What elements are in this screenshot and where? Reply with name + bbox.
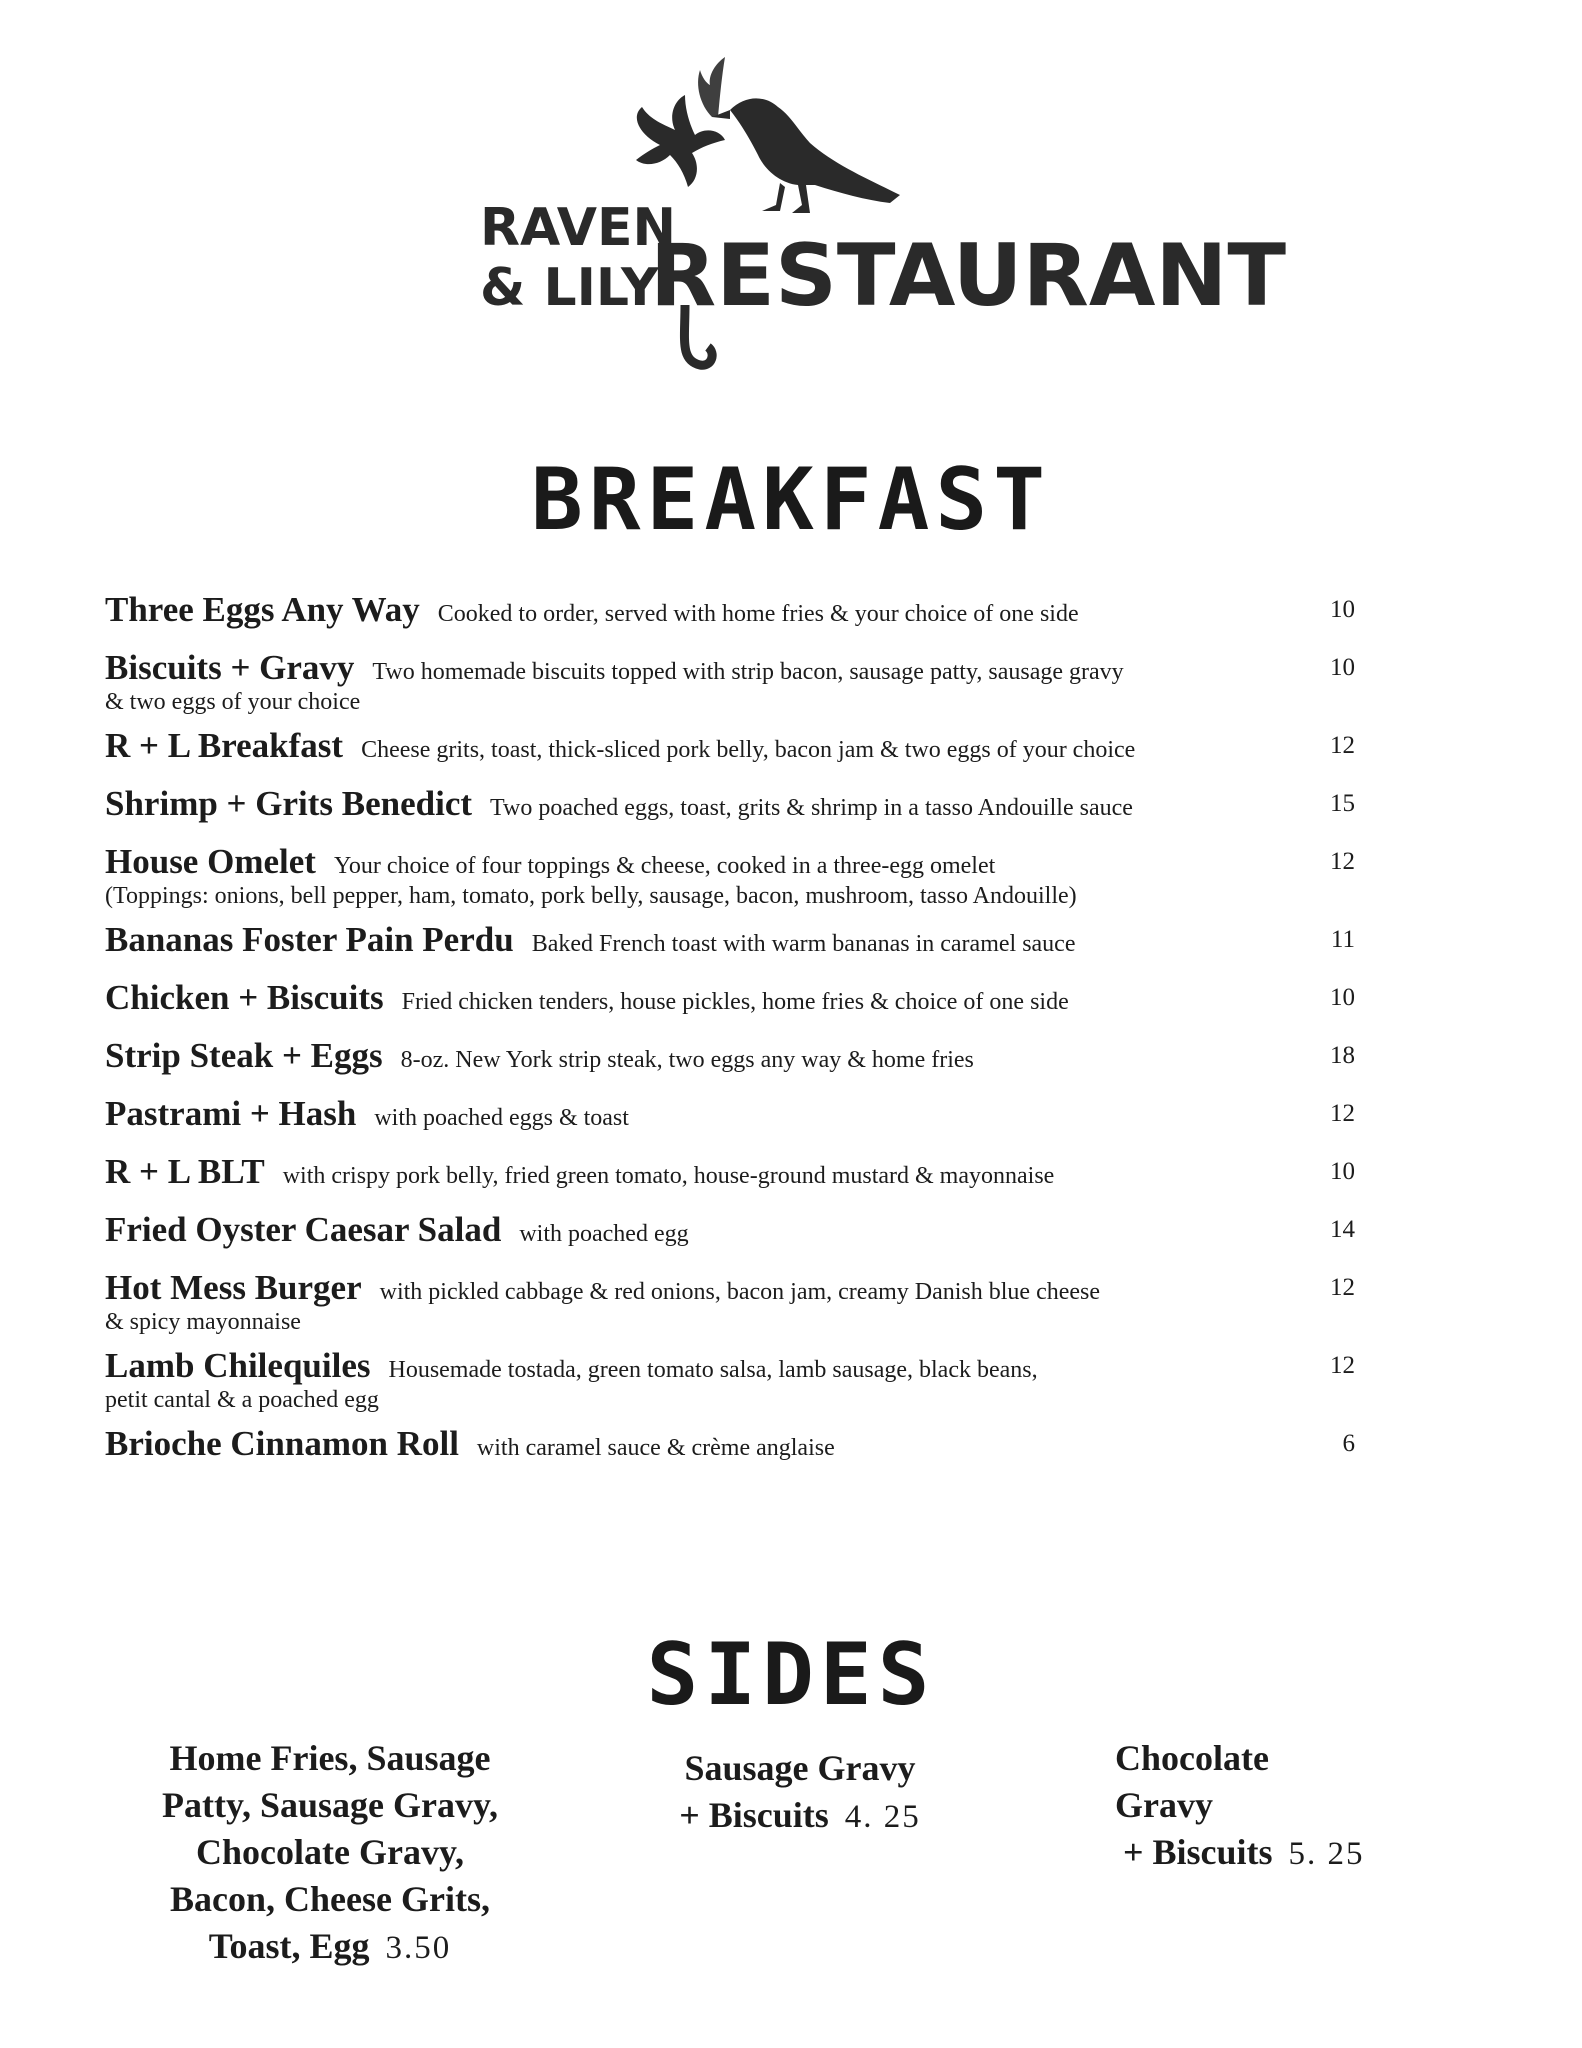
menu-item-name: Biscuits + Gravy xyxy=(105,648,355,687)
menu-item xyxy=(105,837,1355,911)
menu-item-price: 12 xyxy=(1330,848,1355,875)
menu-item-line xyxy=(105,973,1355,1027)
menu-item-price: 15 xyxy=(1330,790,1355,817)
menu-item-line xyxy=(105,1031,1355,1085)
menu-item-name: Bananas Foster Pain Perdu xyxy=(105,920,514,959)
menu-item-line xyxy=(105,1205,1355,1259)
sides-line: Bacon, Cheese Grits, xyxy=(170,1879,490,1919)
menu-item-description: Fried chicken tenders, house pickles, home fries & choice of one side xyxy=(401,989,1069,1015)
restaurant-logo xyxy=(480,55,1287,380)
menu-item-name: Chicken + Biscuits xyxy=(105,978,384,1017)
menu-item-name: R + L Breakfast xyxy=(105,726,344,765)
sides-price: 5. 25 xyxy=(1288,1836,1365,1872)
menu-item-line xyxy=(105,915,1355,969)
menu-item-description-continued: & spicy mayonnaise xyxy=(105,1309,301,1335)
menu-item-description: Cheese grits, toast, thick-sliced pork belly, bacon jam & two eggs of your choice xyxy=(361,737,1136,763)
menu-item-name: House Omelet xyxy=(105,842,316,881)
menu-item-line xyxy=(105,779,1355,833)
menu-item-description-continued: (Toppings: onions, bell pepper, ham, tomato, pork belly, sausage, bacon, mushroom, tasso Andouille) xyxy=(105,883,1077,909)
chocolate-gravy-biscuits xyxy=(1115,1735,1445,1878)
menu-item-price: 12 xyxy=(1330,1274,1355,1301)
menu-item-line xyxy=(105,1089,1355,1143)
breakfast-title: BREAKFAST xyxy=(531,450,1051,550)
menu-item-description: with crispy pork belly, fried green tomato, house-ground mustard & mayonnaise xyxy=(282,1163,1055,1189)
menu-item xyxy=(105,915,1355,969)
menu-item-line xyxy=(105,1419,1355,1473)
raven-icon xyxy=(712,98,900,213)
sides-price: 3.50 xyxy=(385,1930,452,1966)
menu-item-description: with pickled cabbage & red onions, bacon jam, creamy Danish blue cheese xyxy=(379,1279,1101,1305)
menu-item-description: with poached egg xyxy=(519,1221,689,1247)
menu-item-price: 10 xyxy=(1330,654,1355,681)
menu-item xyxy=(105,1341,1355,1415)
menu-item xyxy=(105,1147,1355,1201)
menu-item-line xyxy=(105,585,1355,639)
sausage-gravy-biscuits xyxy=(630,1745,970,1841)
sides-line-last xyxy=(120,1923,540,1972)
sides-line: Home Fries, Sausage xyxy=(169,1738,491,1778)
menu-item xyxy=(105,1205,1355,1259)
sides-line: Patty, Sausage Gravy, xyxy=(161,1785,498,1825)
menu-item-price: 18 xyxy=(1330,1042,1355,1069)
breakfast-menu xyxy=(105,585,1355,1477)
menu-item xyxy=(105,1031,1355,1085)
menu-item-name: R + L BLT xyxy=(105,1152,265,1191)
menu-item-name: Strip Steak + Eggs xyxy=(105,1036,383,1075)
menu-item-price: 11 xyxy=(1330,926,1355,953)
menu-item-description: with poached eggs & toast xyxy=(374,1105,629,1131)
menu-item-description: Cooked to order, served with home fries & your choice of one side xyxy=(437,601,1079,627)
menu-item xyxy=(105,585,1355,639)
menu-item xyxy=(105,1419,1355,1473)
menu-item-name: Hot Mess Burger xyxy=(105,1268,362,1307)
menu-item xyxy=(105,1263,1355,1337)
menu-item-description-continued: petit cantal & a poached egg xyxy=(105,1387,379,1413)
menu-item xyxy=(105,643,1355,717)
menu-item-name: Pastrami + Hash xyxy=(105,1094,357,1133)
menu-item xyxy=(105,1089,1355,1143)
logo-text-restaurant: RESTAURANT xyxy=(650,226,1287,326)
sides-line: + Biscuits xyxy=(679,1795,829,1835)
menu-item-price: 14 xyxy=(1330,1216,1355,1243)
sides-line: Chocolate xyxy=(1115,1738,1269,1778)
menu-item-name: Fried Oyster Caesar Salad xyxy=(105,1210,502,1249)
menu-item-line xyxy=(105,1147,1355,1201)
menu-item-price: 12 xyxy=(1330,1352,1355,1379)
menu-item-price: 12 xyxy=(1330,1100,1355,1127)
menu-item-price: 10 xyxy=(1330,596,1355,623)
menu-item-line xyxy=(105,721,1355,775)
sides-line-last xyxy=(1115,1829,1445,1878)
menu-item xyxy=(105,779,1355,833)
menu-item-description: Housemade tostada, green tomato salsa, lamb sausage, black beans, xyxy=(388,1357,1038,1383)
sides-line: Gravy xyxy=(1115,1785,1213,1825)
menu-item-description-continued: & two eggs of your choice xyxy=(105,689,361,715)
logo-text-lily: & LILY xyxy=(480,258,659,318)
menu-item-description: Two poached eggs, toast, grits & shrimp in a tasso Andouille sauce xyxy=(490,795,1133,821)
menu-item xyxy=(105,973,1355,1027)
menu-item-name: Three Eggs Any Way xyxy=(105,590,420,629)
sides-price: 4. 25 xyxy=(844,1799,921,1835)
menu-item-description: Two homemade biscuits topped with strip bacon, sausage patty, sausage gravy xyxy=(372,659,1124,685)
menu-item-description: Your choice of four toppings & cheese, cooked in a three-egg omelet xyxy=(333,853,996,879)
lily-icon xyxy=(636,57,725,187)
sides-line: Sausage Gravy xyxy=(684,1748,916,1788)
logo-text-raven: RAVEN xyxy=(480,198,677,258)
sides-line: + Biscuits xyxy=(1123,1832,1273,1872)
menu-item-price: 12 xyxy=(1330,732,1355,759)
menu-item-price: 6 xyxy=(1342,1430,1355,1457)
sides-line: Toast, Egg xyxy=(208,1926,370,1966)
menu-item-description: with caramel sauce & crème anglaise xyxy=(476,1435,835,1461)
sides-line: Chocolate Gravy, xyxy=(196,1832,464,1872)
sides-title: SIDES xyxy=(646,1625,936,1725)
menu-item-price: 10 xyxy=(1330,984,1355,1011)
menu-item-description: 8-oz. New York strip steak, two eggs any way & home fries xyxy=(400,1047,974,1073)
sides-line-last xyxy=(630,1792,970,1841)
menu-item-name: Shrimp + Grits Benedict xyxy=(105,784,473,823)
menu-item xyxy=(105,721,1355,775)
menu-item-price: 10 xyxy=(1330,1158,1355,1185)
sides-list xyxy=(120,1735,540,1972)
menu-item-name: Lamb Chilequiles xyxy=(105,1346,371,1385)
menu-item-description: Baked French toast with warm bananas in caramel sauce xyxy=(531,931,1076,957)
menu-item-name: Brioche Cinnamon Roll xyxy=(105,1424,459,1463)
